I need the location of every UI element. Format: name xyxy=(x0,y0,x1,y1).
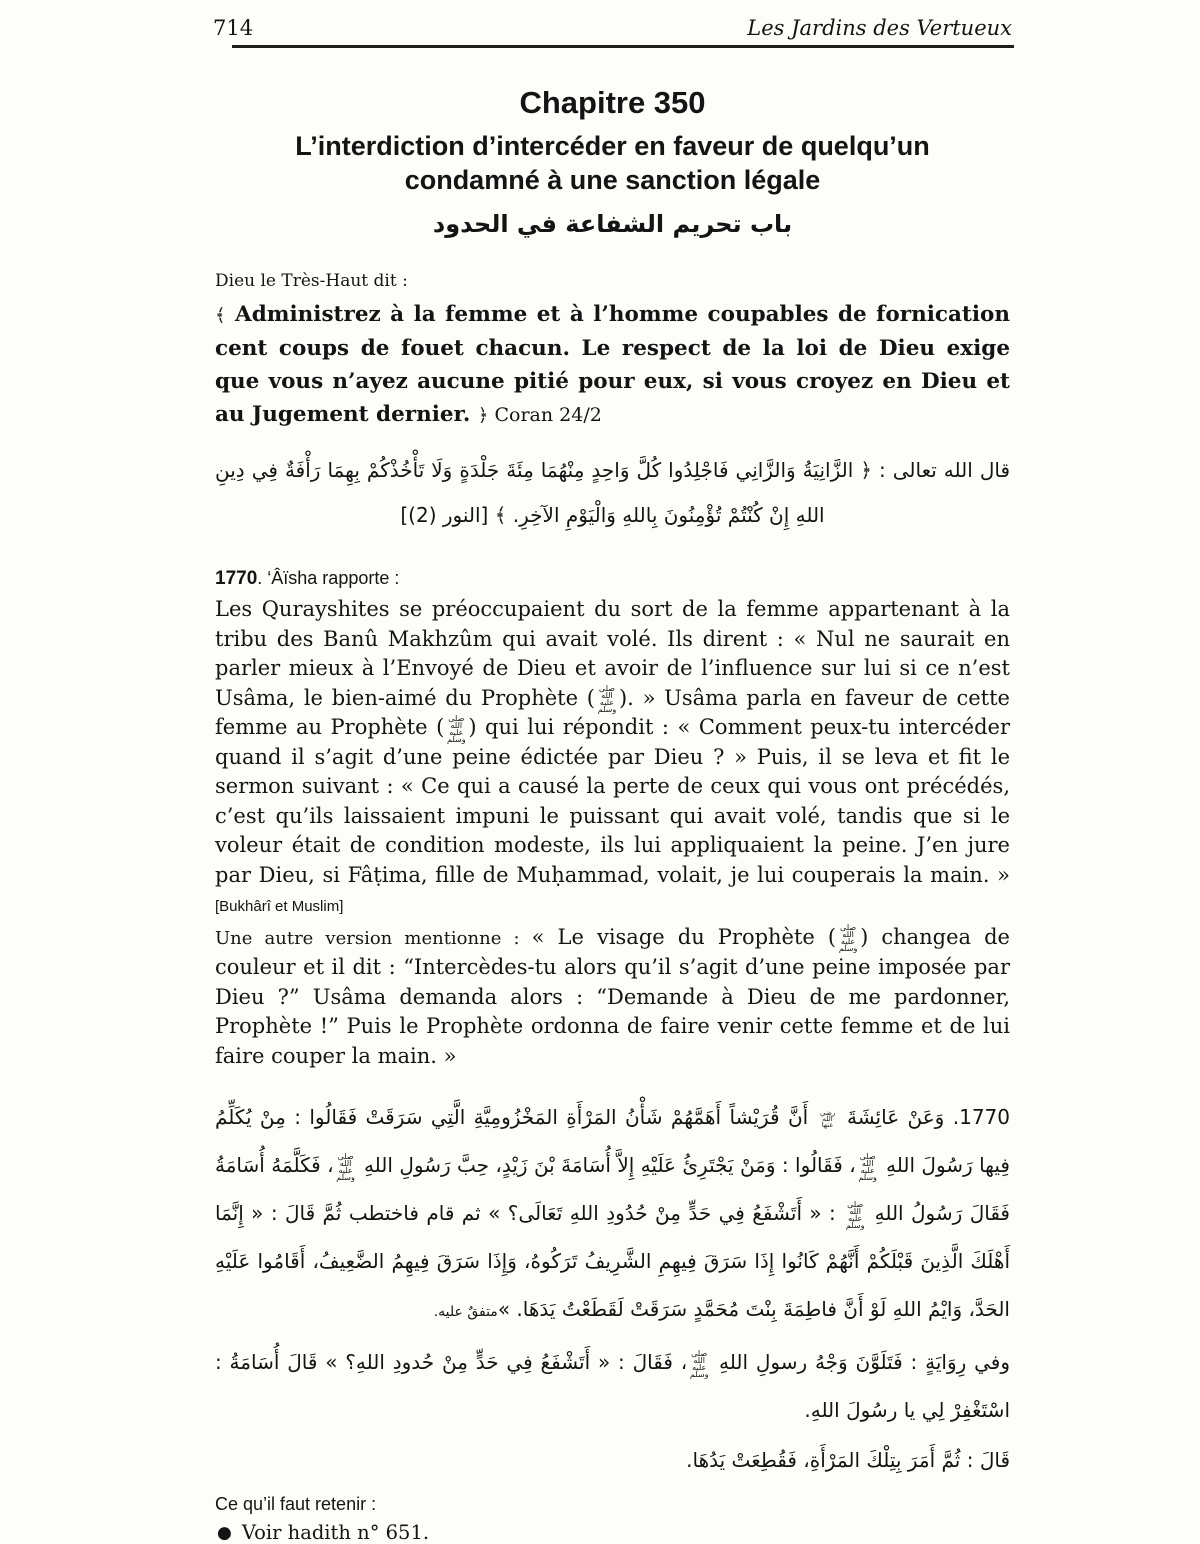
chapter-title-line1: L’interdiction d’intercéder en faveur de quelqu’un xyxy=(295,131,930,161)
hadith-narrator: . ‘Âïsha rapporte : xyxy=(257,568,400,588)
hadith-fr-seg3: ) qui lui répondit : « Comment peux-tu intercéder quand il s’agit d’une peine édictée par Dieu ? » Puis, il se leva et fit le sermon suivant : « Ce qui a causé la perte de ceux qui vous ont précédés, c’est qu’ils laissaient impuni le puissant qui avait volé, tandis que si le voleur était de condition modeste, ils lui appliquaient la peine. J’en jure par Dieu, si Fâṭima, fille de Muḥammad, volait, je lui couperais la main. » xyxy=(215,715,1010,887)
hadith-ar-seg4: ، فَكَلَّمَهُ أُسَامَةُ فَقَالَ رَسُولُ اللهِ xyxy=(215,1153,1010,1225)
chapter-title xyxy=(215,129,1010,197)
hadith-ar-version-seg2: ، فَقَالَ : « أَتَشْفَعُ فِي حَدٍّ مِنْ حُدودِ اللهِ؟ » قَالَ أُسَامَةُ : اسْتَغْفِرْ لِي يا رسُولَ اللهِ. xyxy=(215,1350,1010,1422)
quran-reference: Coran 24/2 xyxy=(488,404,602,426)
hadith-source: [Bukhârî et Muslim] xyxy=(215,898,344,915)
retain-label: Ce qu’il faut retenir : xyxy=(215,1494,377,1514)
hadith-ar-seg5: : « أَتَشْفَعُ فِي حَدٍّ مِنْ حُدُودِ اللهِ تَعَالَى؟ » ثم قام فاختطب ثُمَّ قَالَ : « إِنَّمَا أَهْلَكَ الَّذِينَ قَبْلَكُمْ أَنَّهُمْ كَانُوا إِذَا سَرَقَ فِيهِمِ الشَّرِيفُ تَرَكُوهُ، وَإِذَا سَرَقَ فِيهِمُ الضَّعِيفُ، أَقَامُوا عَلَيْهِ الحَدَّ، وَايْمُ اللهِ لَوْ أَنَّ فاطِمَةَ بِنْتَ مُحَمَّدٍ سَرَقَتْ لَقَطَعْتُ يَدَهَا. » xyxy=(215,1201,1010,1321)
book-page xyxy=(0,16,1200,1544)
hadith-header xyxy=(215,568,1010,590)
chapter-number: Chapitre 350 xyxy=(519,85,706,120)
saw-honorific-icon: صلى الله عليه وسلم xyxy=(838,923,858,953)
hadith-number: 1770 xyxy=(215,568,258,589)
hadith-ar-seg1: 1770. وَعَنْ عَائِشَةَ xyxy=(838,1105,1010,1129)
ayah-open-ornament-icon: ﴾ xyxy=(215,305,226,326)
saw-honorific-icon: صلى الله عليه وسلم xyxy=(597,684,617,714)
retain-item-text: Voir hadith n° 651. xyxy=(241,1521,430,1544)
saw-honorific-icon: صلى الله عليه وسلم xyxy=(336,1151,355,1182)
page-number: 714 xyxy=(213,16,254,40)
header-rule xyxy=(232,45,1014,48)
muttafaq-alayh-note: متفقٌ عليه. xyxy=(433,1304,498,1320)
hadith-fr-seg1: Les Qurayshites se préoccupaient du sort de la femme appartenant à la tribu des Banû Makhzûm qui avait volé. Ils dirent : « Nul ne saurait en parler mieux à l’Envoyé de Dieu et avoir de l’influence sur lui si ce n’est Usâma, le bien-aimé du Prophète ( xyxy=(215,597,1010,710)
quran-verse-text: Administrez à la femme et à l’homme coupables de fornication cent coups de fouet chacun. Le respect de la loi de Dieu exige que vous n’ayez aucune pitié pour eux, si vous croyez en Dieu et au Jugement dernier. xyxy=(215,302,1010,427)
saw-honorific-icon: صلى الله عليه وسلم xyxy=(858,1151,877,1182)
saw-honorific-icon: صلى الله عليه وسلم xyxy=(689,1348,709,1379)
hadith-fr-seg2: ). » Usâma parla en faveur de cette femme au Prophète ( xyxy=(215,685,1010,739)
saw-honorific-icon: صلى الله عليه وسلم xyxy=(447,713,466,744)
quran-verse-arabic: قال الله تعالى : ﴿ الزَّانِيَةُ وَالزَّانِي فَاجْلِدُوا كُلَّ وَاحِدٍ مِنْهُمَا مِئَةَ جَلْدَةٍ وَلَا تَأْخُذْكُمْ بِهِمَا رَأْفَةٌ فِي دِينِ اللهِ إِنْ كُنْتُمْ تُؤْمِنُونَ بِاللهِ وَالْيَوْمِ الآخِرِ. ﴾ [النور (2)] xyxy=(215,458,1010,527)
version-seg2: ) changea de couleur et il dit : “Intercèdes-tu alors qu’il s’agit d’une peine imposée par Dieu ?” Usâma demanda alors : “Demande à Dieu de me pardonner, Prophète !” Puis le Prophète ordonna de faire venir cette femme et de lui faire couper la main. » xyxy=(215,924,1010,1068)
hadith-other-version xyxy=(215,923,1010,1072)
quran-intro: Dieu le Très-Haut dit : xyxy=(215,271,408,291)
bullet-icon: ● xyxy=(217,1523,232,1543)
hadith-arabic-closing: قَالَ : ثُمَّ أَمَرَ بِتِلْكَ المَرْأَةِ، فَقُطِعَتْ يَدُهَا. xyxy=(686,1448,1010,1472)
chapter-title-line2: condamné à une sanction légale xyxy=(404,165,821,195)
saw-honorific-icon: صلى الله عليه وسلم xyxy=(845,1199,865,1230)
page-header xyxy=(213,16,1012,40)
hadith-ar-seg3: ، فَقَالُوا : وَمَنْ يَجْتَرِئُ عَلَيْهِ إِلاَّ أُسَامَةَ بْنَ زَيْدٍ، حِبَّ رَسُولِ اللهِ xyxy=(357,1153,856,1177)
hadith-arabic-version xyxy=(215,1338,1010,1434)
hadith-ar-seg2: أَنَّ قُرَيْشاً أَهَمَّهُمْ شَأْنُ المَرْأَةِ المَخْزُومِيَّةِ الَّتِي سَرَقَتْ فَقَالُوا : مِنْ يُكَلِّمُ فِيها رَسُولَ اللهِ xyxy=(215,1105,1010,1177)
hadith-arabic-text xyxy=(215,1093,1010,1336)
page-content xyxy=(215,86,1010,1544)
version-label: Une autre version mentionne : xyxy=(215,927,532,949)
retain-item xyxy=(215,1521,1010,1544)
chapter-heading xyxy=(215,86,1010,241)
hadith-french-text xyxy=(215,595,1010,922)
version-seg1: « Le visage du Prophète ( xyxy=(531,924,837,949)
radia-honorific-icon: رضي الله عنها xyxy=(820,1108,836,1129)
chapter-title-arabic: باب تحريم الشفاعة في الحدود xyxy=(432,210,793,238)
book-title: Les Jardins des Vertueux xyxy=(747,16,1012,40)
ayah-close-ornament-icon: ﴿ xyxy=(477,405,489,426)
hadith-ar-version-seg1: وفي رِوَايَةٍ : فَتَلَوَّنَ وَجْهُ رسولِ اللهِ xyxy=(711,1350,1010,1374)
quran-verse-french xyxy=(215,298,1010,432)
